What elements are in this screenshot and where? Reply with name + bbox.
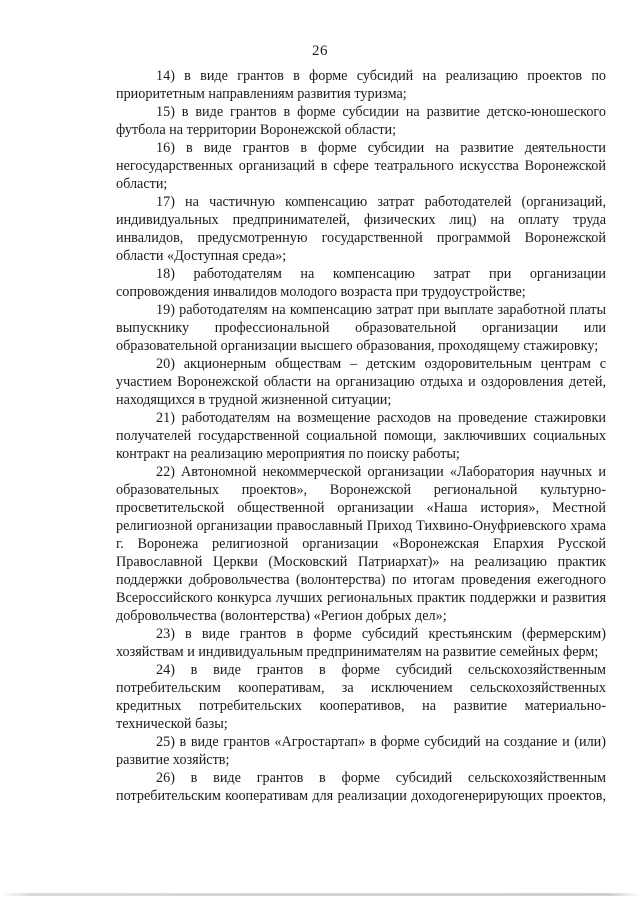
document-body bbox=[116, 67, 606, 805]
page-number: 26 bbox=[312, 43, 328, 59]
list-item: 14) в виде грантов в форме субсидий на реализацию проектов по приоритетным направлениям развития туризма; bbox=[116, 68, 606, 102]
list-item: 18) работодателям на компенсацию затрат при организации сопровождения инвалидов молодого возраста при трудоустройстве; bbox=[116, 266, 606, 300]
list-item: 15) в виде грантов в форме субсидии на развитие детско-юношеского футбола на территории Воронежской области; bbox=[116, 104, 606, 138]
list-item: 23) в виде грантов в форме субсидий крестьянским (фермерским) хозяйствам и индивидуальным предпринимателям на развитие семейных ферм; bbox=[116, 626, 606, 660]
scan-edge-line bbox=[0, 893, 640, 896]
list-item: 21) работодателям на возмещение расходов на проведение стажировки получателей государственной социальной помощи, заключивших социальных контракт на реализацию мероприятия по поиску работы; bbox=[116, 410, 606, 462]
list-item: 22) Автономной некоммерческой организации «Лаборатория научных и образовательных проектов», Воронежской региональной культурно-просветительской общественной организации «Наша история», Местной религиозной организации православный Приход Тихвино-Онуфриевского храма г. Воронежа религиозной организации «Воронежская Епархия Русской Православной Церкви (Московский Патриархат)» на реализацию практик поддержки добровольчества (волонтерства) по итогам проведения ежегодного Всероссийского конкурса лучших региональных практик поддержки и развития добровольчества (волонтерства) «Регион добрых дел»; bbox=[116, 464, 606, 624]
list-item: 25) в виде грантов «Агростартап» в форме субсидий на создание и (или) развитие хозяйств; bbox=[116, 734, 606, 768]
list-item: 24) в виде грантов в форме субсидий сельскохозяйственным потребительским кооперативам, за исключением сельскохозяйственных кредитных потребительских кооперативов, на развитие материально-технической базы; bbox=[116, 662, 606, 732]
list-item: 20) акционерным обществам – детским оздоровительным центрам с участием Воронежской области на организацию отдыха и оздоровления детей, находящихся в трудной жизненной ситуации; bbox=[116, 356, 606, 408]
list-item: 16) в виде грантов в форме субсидии на развитие деятельности негосударственных организаций в сфере театрального искусства Воронежской области; bbox=[116, 140, 606, 192]
list-item: 19) работодателям на компенсацию затрат при выплате заработной платы выпускнику профессиональной образовательной организации или образовательной организации высшего образования, проходящему стажировку; bbox=[116, 302, 606, 354]
list-item: 26) в виде грантов в форме субсидий сельскохозяйственным потребительским кооперативам для реализации доходогенерирующих проектов, bbox=[116, 770, 606, 804]
list-item: 17) на частичную компенсацию затрат работодателей (организаций, индивидуальных предпринимателей, физических лиц) на оплату труда инвалидов, предусмотренную государственной программой Воронежской области «Доступная среда»; bbox=[116, 194, 606, 264]
